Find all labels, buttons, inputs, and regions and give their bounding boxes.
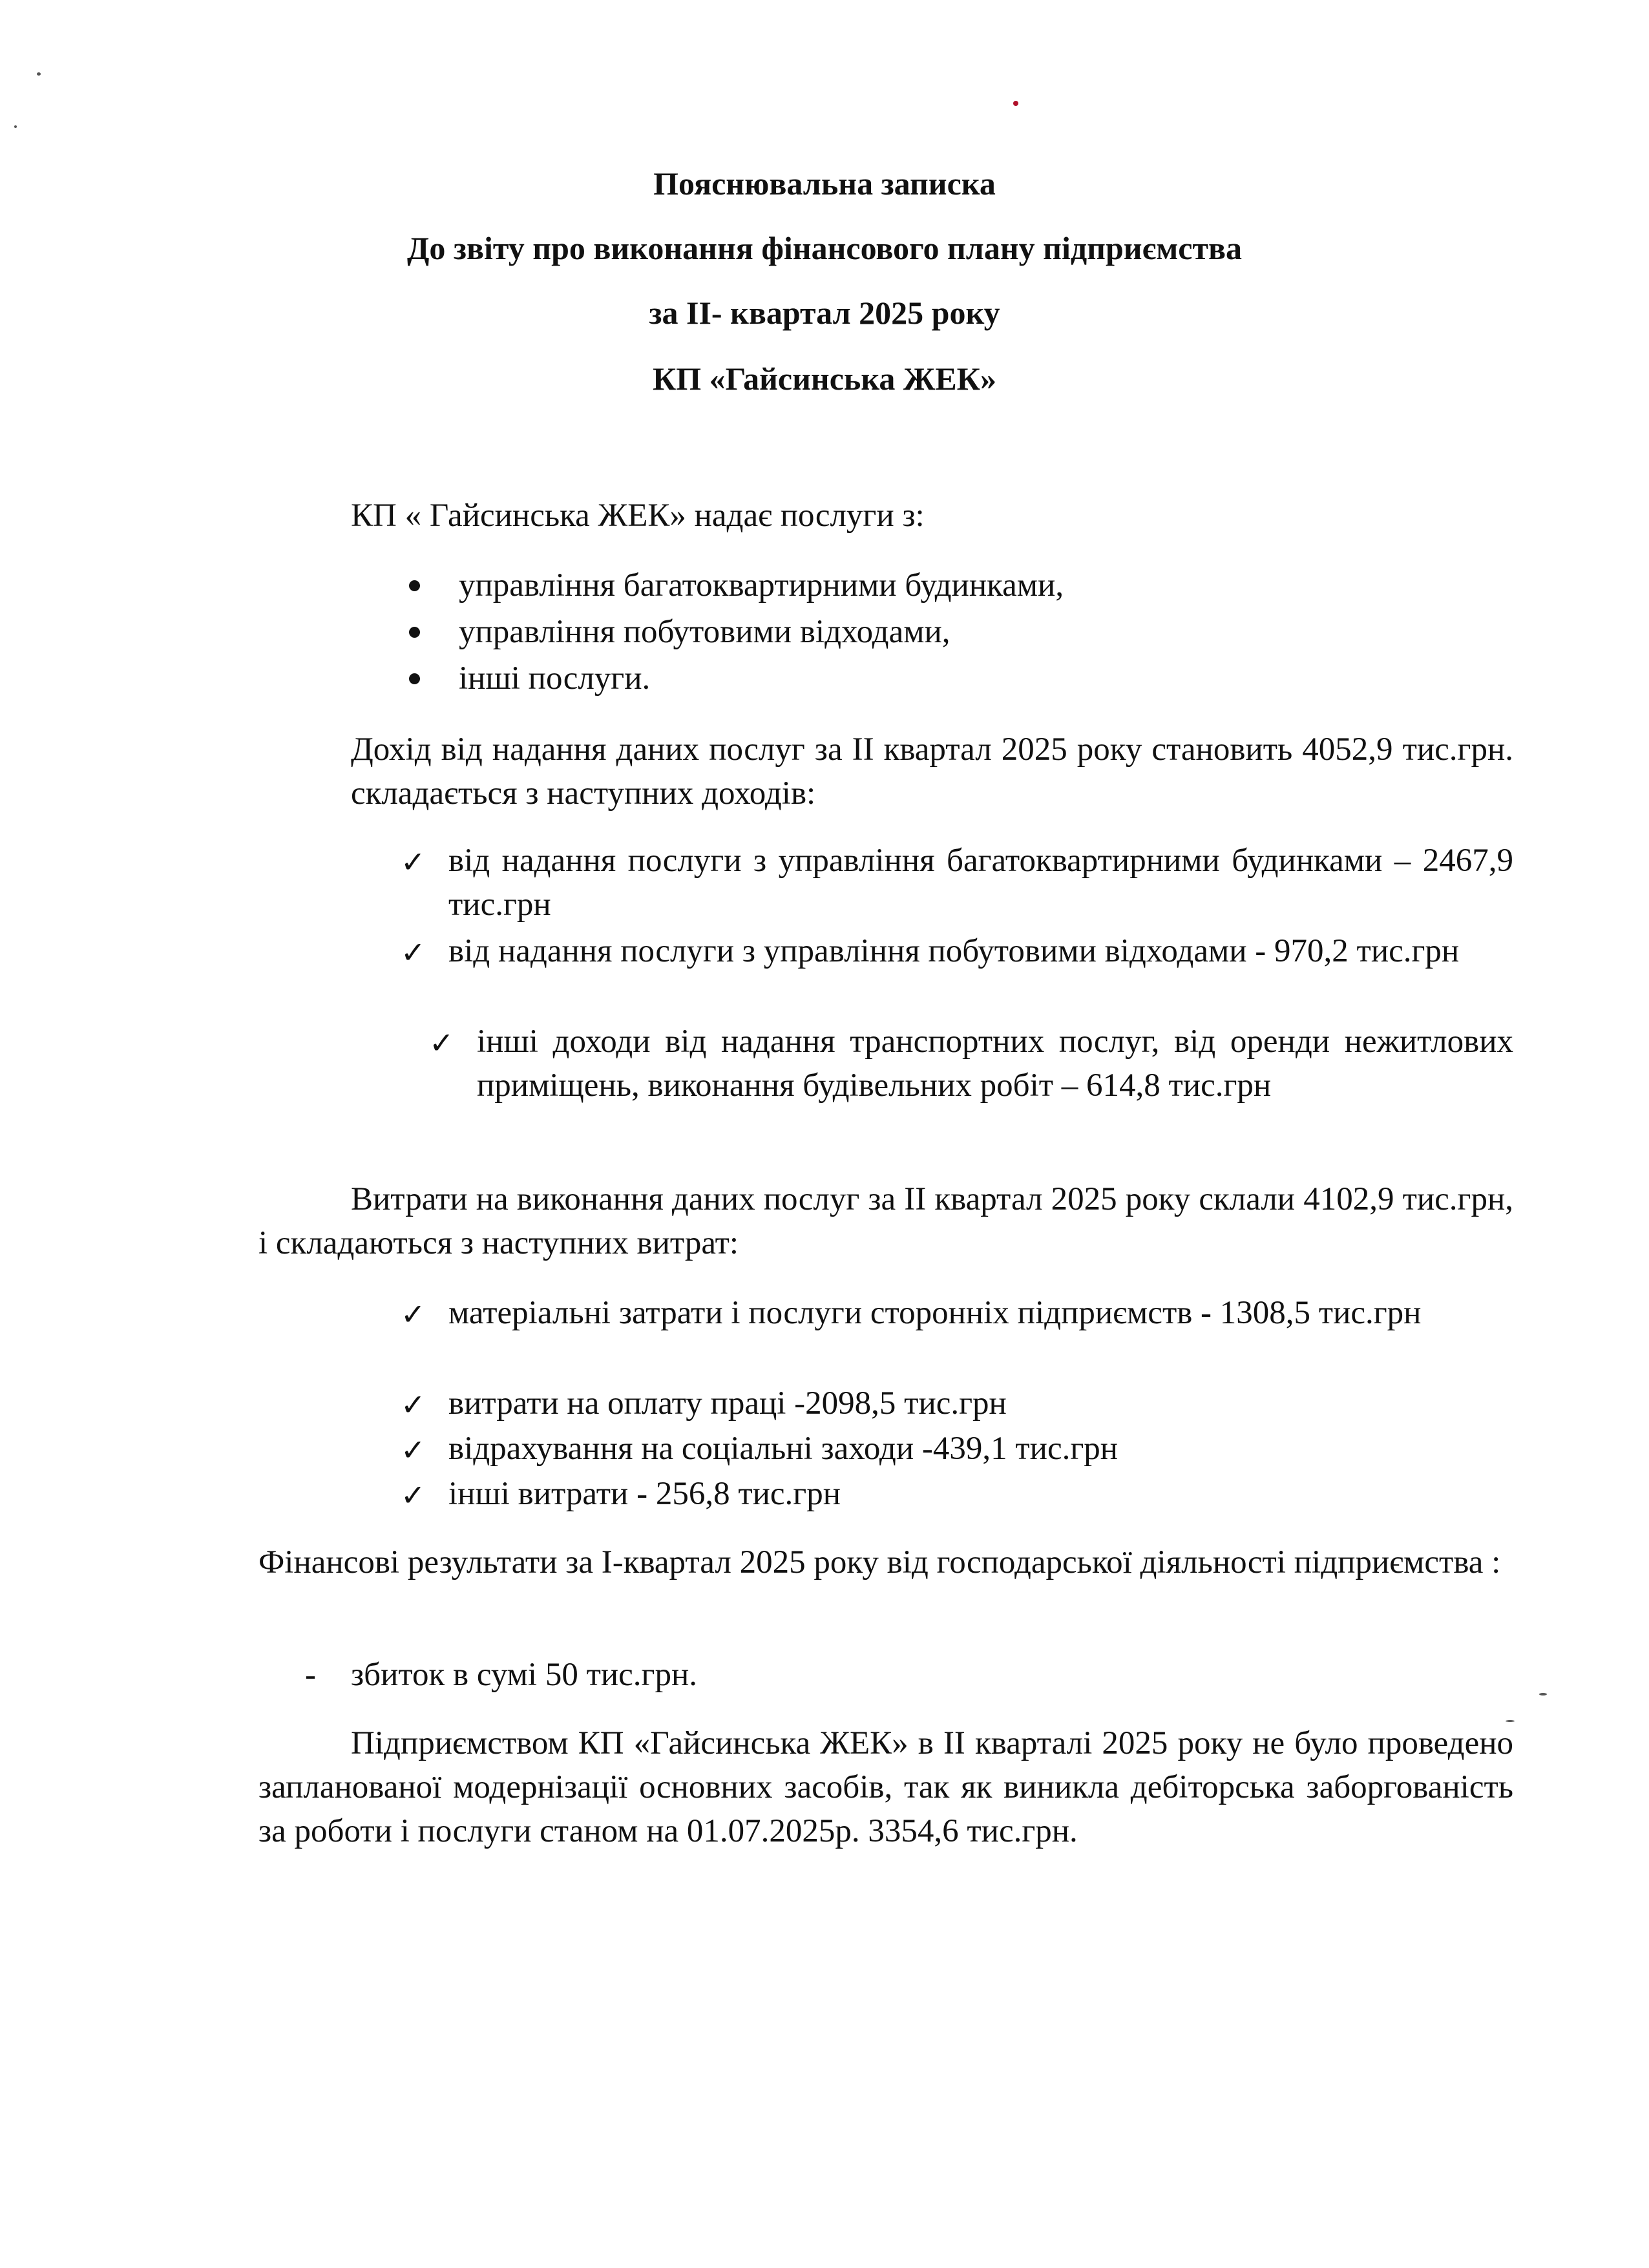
checkmark-icon: ✓ <box>401 1433 426 1467</box>
expense-item: витрати на оплату праці -2098,5 тис.грн <box>448 1385 1007 1422</box>
checkmark-icon: ✓ <box>401 1297 426 1332</box>
service-item: управління багатоквартирними будинками, <box>459 567 1064 604</box>
services-intro: КП « Гайсинська ЖЕК» надає послуги з: <box>351 498 925 534</box>
income-item: від надання послуги з управління побутовими відходами - 970,2 тис.грн <box>448 933 1460 969</box>
scan-speck <box>1013 101 1018 106</box>
company-name: КП «Гайсинська ЖЕК» <box>653 361 996 397</box>
document-title: Пояснювальна записка <box>653 165 996 202</box>
checkmark-icon: ✓ <box>401 1387 426 1422</box>
expenses-intro: Витрати на виконання даних послуг за ІІ квартал 2025 року склали 4102,9 тис.грн, і складаються з наступних витрат: <box>258 1181 1513 1261</box>
results-item: збиток в сумі 50 тис.грн. <box>351 1657 698 1693</box>
income-item: інші доходи від надання транспортних послуг, від оренди нежитлових приміщень, виконання будівельних робіт – 614,8 тис.грн <box>477 1024 1513 1104</box>
checkmark-icon: ✓ <box>429 1025 454 1060</box>
service-item: інші послуги. <box>459 660 651 697</box>
scan-speck <box>14 125 17 128</box>
checkmark-icon: ✓ <box>401 1478 426 1513</box>
report-period: за ІІ- квартал 2025 року <box>649 295 1000 331</box>
income-item: від надання послуги з управління багатоквартирними будинками – 2467,9 тис.грн <box>448 843 1513 923</box>
checkmark-icon: ✓ <box>401 845 426 879</box>
expense-item: інші витрати - 256,8 тис.грн <box>448 1476 841 1512</box>
income-intro: Дохід від надання даних послуг за ІІ квартал 2025 року становить 4052,9 тис.грн. складається з наступних доходів: <box>351 731 1513 812</box>
expense-item: матеріальні затрати і послуги сторонніх підприємств - 1308,5 тис.грн <box>448 1295 1422 1331</box>
scan-speck <box>1539 1693 1547 1696</box>
bullet-icon <box>409 627 420 638</box>
results-intro: Фінансові результати за І-квартал 2025 року від господарської діяльності підприємства : <box>258 1544 1501 1580</box>
expense-item: відрахування на соціальні заходи -439,1 тис.грн <box>448 1431 1119 1467</box>
checkmark-icon: ✓ <box>401 935 426 970</box>
closing-paragraph: Підприємством КП «Гайсинська ЖЕК» в ІІ кварталі 2025 року не було проведено запланованої модернізації основних засобів, так як виникла дебіторська заборгованість за роботи і послуги станом на 01.07.2025р. 3354,6 тис.грн. <box>258 1725 1513 1849</box>
bullet-icon <box>409 673 420 684</box>
document-subtitle: До звіту про виконання фінансового плану підприємства <box>406 230 1243 266</box>
scan-speck <box>37 72 41 76</box>
bullet-icon <box>409 580 420 591</box>
service-item: управління побутовими відходами, <box>459 614 951 650</box>
dash-marker: - <box>305 1657 316 1693</box>
